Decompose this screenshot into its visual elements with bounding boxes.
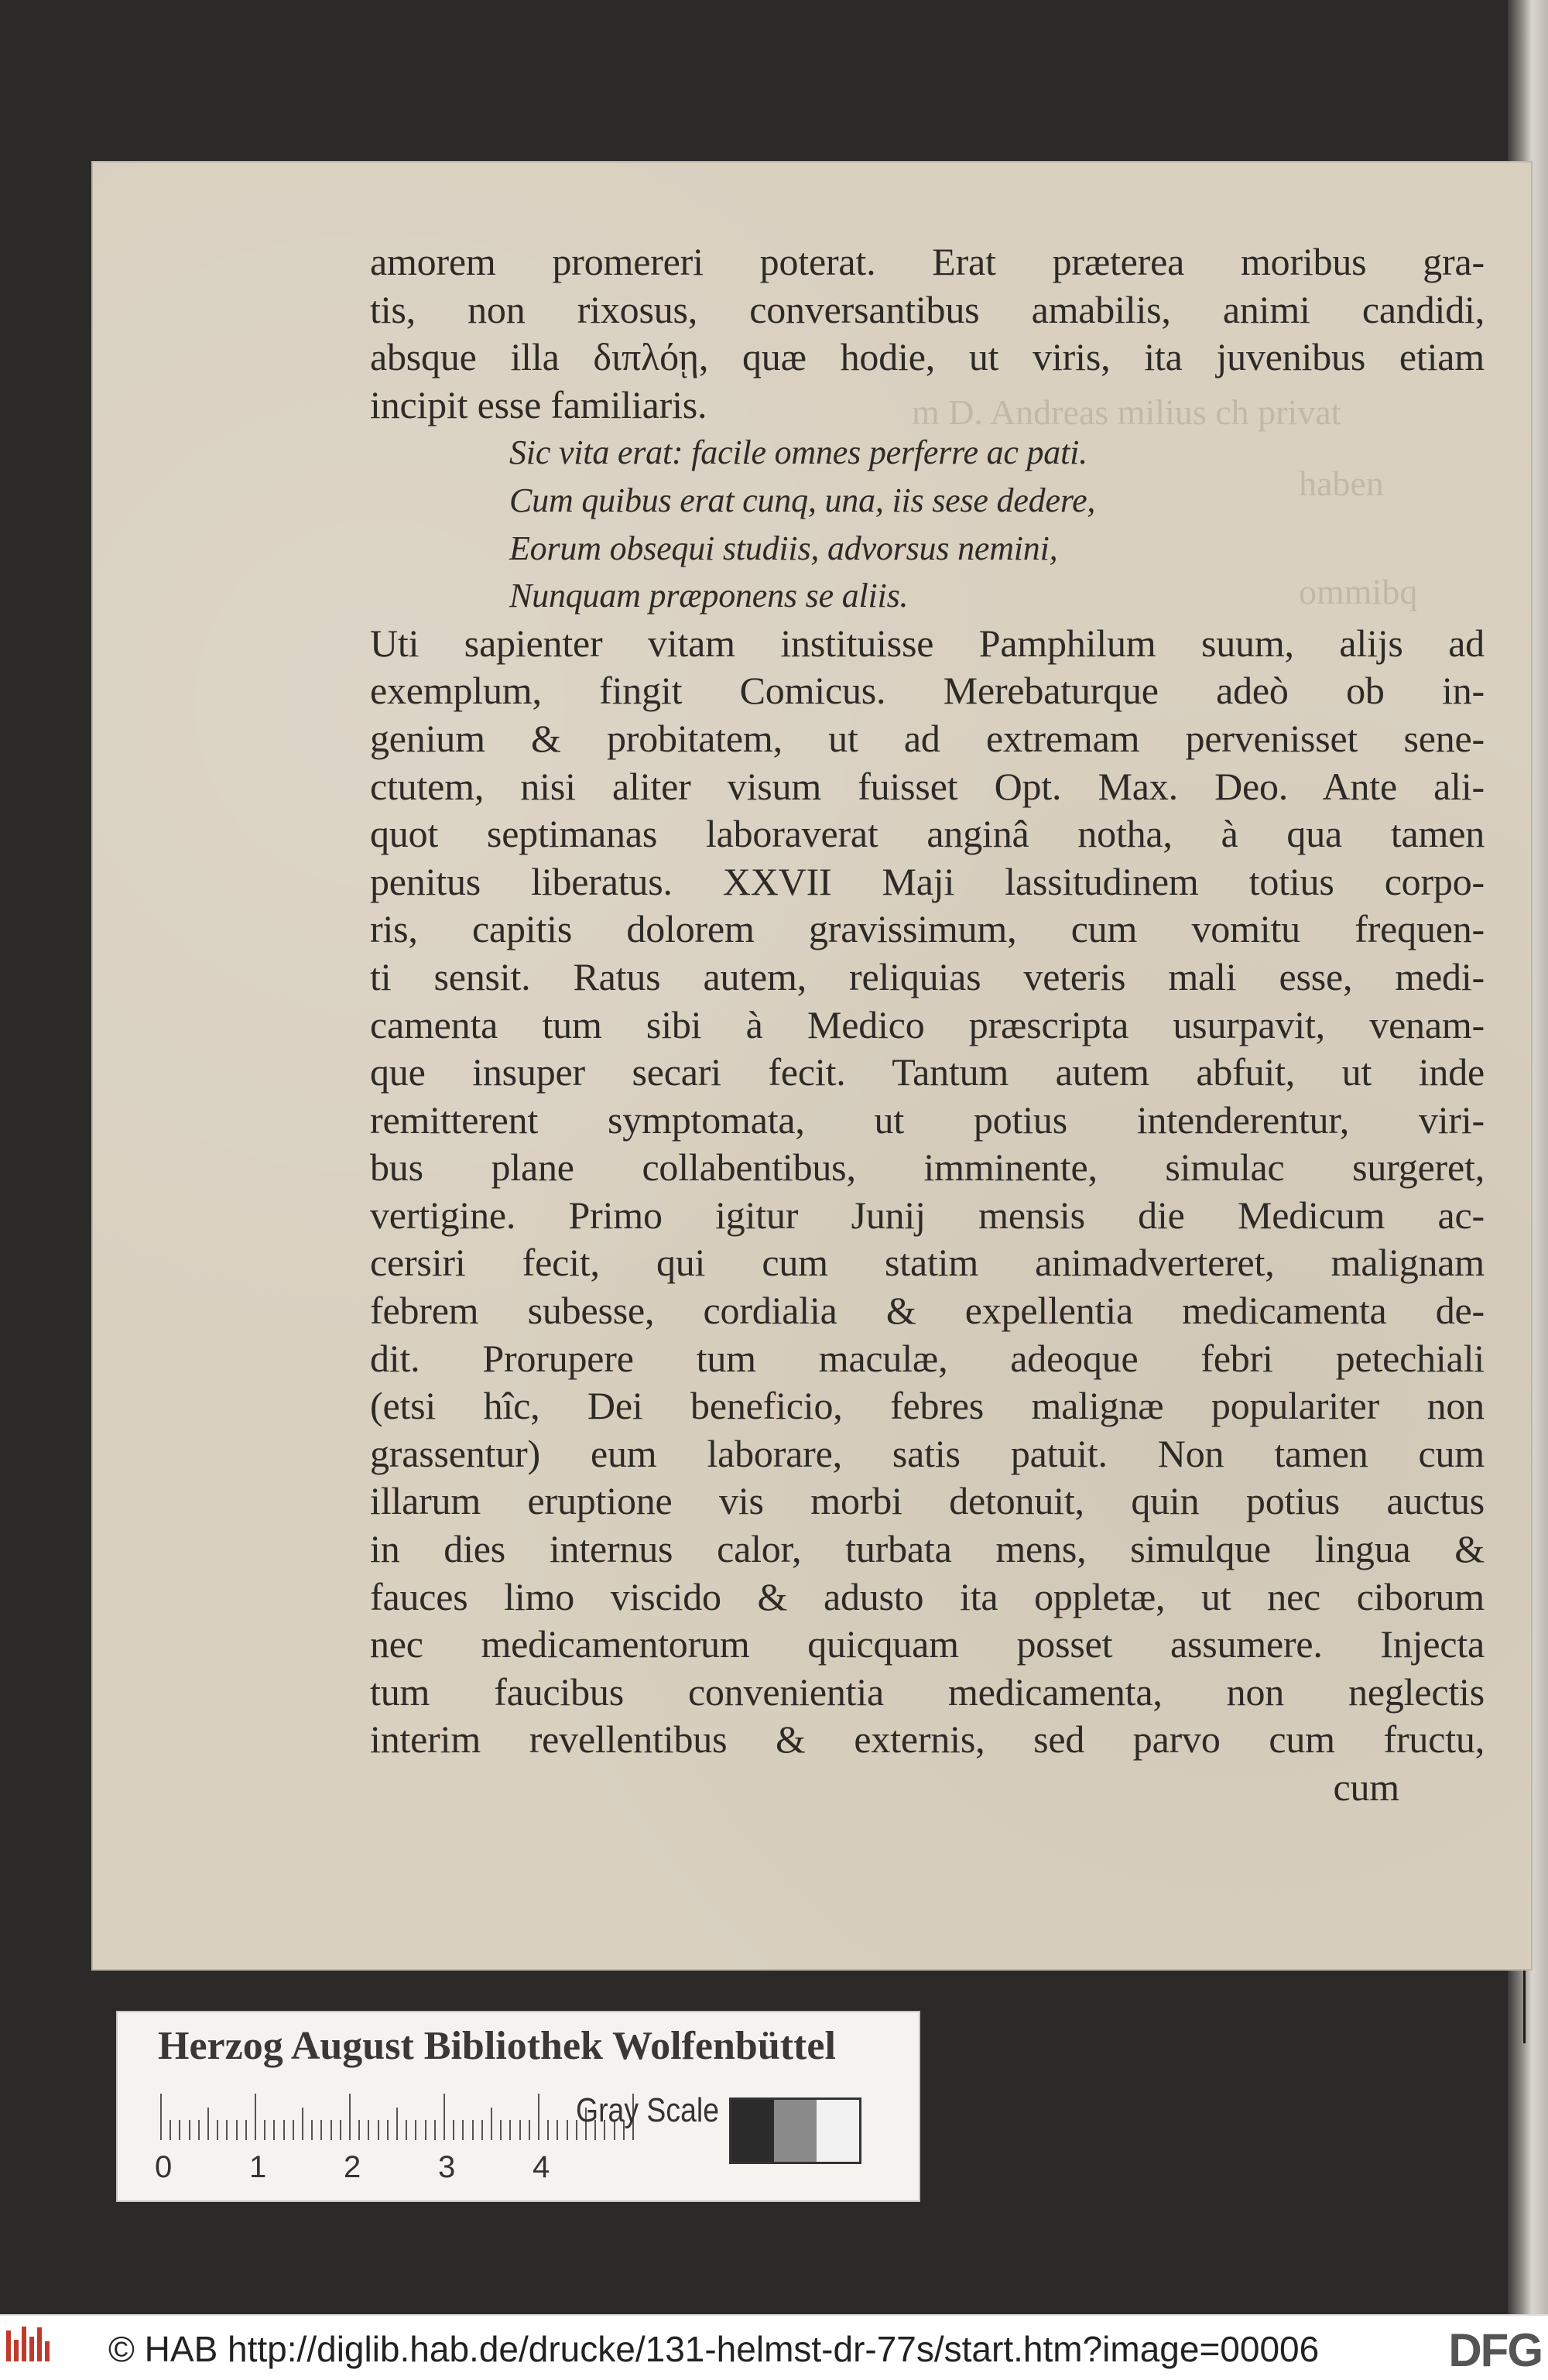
gray-swatch-light — [817, 2100, 859, 2162]
library-title: Herzog August Bibliothek Wolfenbüttel — [158, 2024, 836, 2068]
ruler-tick — [415, 2120, 416, 2140]
ruler-number: 4 — [533, 2150, 550, 2184]
library-color-card — [116, 2011, 920, 2202]
text-line: tis, non rixosus, conversantibus amabilis, animi candidi, — [370, 287, 1485, 331]
bleed-through-text: haben — [1299, 464, 1384, 503]
ruler-tick — [226, 2120, 228, 2140]
ruler-tick — [293, 2120, 294, 2140]
ruler-tick — [462, 2120, 464, 2140]
ruler-tick — [481, 2120, 483, 2140]
text-line: (etsi hîc, Dei beneficio, febres malignæ populariter non — [370, 1384, 1485, 1428]
catchword: cum — [1333, 1765, 1399, 1809]
text-line: remitterent symptomata, ut potius intenderentur, viri- — [370, 1098, 1485, 1142]
text-line: cersiri fecit, qui cum statim animadverteret, malignam — [370, 1241, 1485, 1285]
text-line: incipit esse familiaris. — [370, 382, 707, 426]
ruler-tick — [170, 2120, 171, 2140]
ruler-tick — [358, 2120, 360, 2140]
text-line: que insuper secari fecit. Tantum autem abfuit, ut inde — [370, 1050, 1485, 1094]
text-line: amorem promereri poterat. Erat præterea moribus gra- — [370, 240, 1485, 283]
ruler-tick — [160, 2094, 162, 2140]
verse-line: Nunquam præponens se aliis. — [509, 577, 909, 615]
viewer-footer — [0, 2314, 1548, 2380]
ruler-tick — [264, 2120, 265, 2140]
ruler-tick — [444, 2094, 445, 2140]
ruler-tick — [406, 2120, 407, 2140]
verse-line: Cum quibus erat cunq, una, iis sese dedere, — [509, 481, 1096, 519]
text-line: absque illa διπλόῃ, quæ hodie, ut viris, ita juvenibus etiam — [370, 335, 1485, 379]
gray-swatch-dark — [731, 2100, 774, 2162]
ruler-tick — [340, 2120, 341, 2140]
text-line: dit. Prorupere tum maculæ, adeoque febri petechiali — [370, 1336, 1485, 1380]
text-line: camenta tum sibi à Medico præscripta usurpavit, venam- — [370, 1002, 1485, 1046]
ruler-tick — [557, 2120, 558, 2140]
ruler-tick — [453, 2120, 454, 2140]
text-line: illarum eruptione vis morbi detonuit, quin potius auctus — [370, 1479, 1485, 1523]
text-line: genium & probitatem, ut ad extremam pervenisset sene- — [370, 716, 1485, 760]
ruler-tick — [519, 2120, 521, 2140]
ruler-tick — [302, 2108, 303, 2140]
ruler-tick — [330, 2120, 332, 2140]
ruler-tick — [396, 2108, 398, 2140]
ruler-tick — [547, 2120, 549, 2140]
gray-scale-swatch — [729, 2097, 861, 2164]
ruler-tick — [567, 2120, 568, 2140]
gray-scale-label: Gray Scale — [576, 2091, 719, 2129]
ruler-tick — [529, 2120, 530, 2140]
ruler-tick — [509, 2120, 511, 2140]
ruler-tick — [198, 2120, 200, 2140]
text-line: penitus liberatus. XXVII Maji lassitudinem totius corpo- — [370, 859, 1485, 903]
ruler-tick — [236, 2120, 238, 2140]
text-line: tum faucibus convenientia medicamenta, non neglectis — [370, 1669, 1485, 1714]
book-page — [91, 161, 1533, 1971]
text-line: febrem subesse, cordialia & expellentia medicamenta de- — [370, 1289, 1485, 1333]
text-line: interim revellentibus & externis, sed parvo cum fructu, — [370, 1717, 1485, 1762]
text-line: in dies internus calor, turbata mens, simulque lingua & — [370, 1527, 1485, 1571]
page-text — [370, 238, 1485, 1812]
bleed-through-text: m D. Andreas milius ch privat — [912, 392, 1341, 432]
ruler-tick — [311, 2120, 313, 2140]
text-line: grassentur) eum laborare, satis patuit. Non tamen cum — [370, 1431, 1485, 1475]
ruler-tick — [189, 2120, 190, 2140]
text-line: quot septimanas laboraverat anginâ notha, à qua tamen — [370, 812, 1485, 856]
ruler-tick — [283, 2120, 285, 2140]
ruler-tick — [472, 2120, 474, 2140]
hab-barcode-icon — [6, 2327, 60, 2369]
ruler-tick — [179, 2120, 180, 2140]
text-line: ti sensit. Ratus autem, reliquias veteris mali esse, medi- — [370, 954, 1485, 998]
gray-swatch-mid — [774, 2100, 817, 2162]
text-line: ris, capitis dolorem gravissimum, cum vomitu frequen- — [370, 907, 1485, 951]
ruler-number: 0 — [155, 2150, 173, 2184]
ruler-tick — [500, 2120, 502, 2140]
verse-line: Sic vita erat: facile omnes perferre ac pati. — [509, 433, 1087, 472]
ruler-tick — [207, 2108, 209, 2140]
bleed-through-text: ommibq — [1299, 572, 1418, 611]
text-line: Uti sapienter vitam instituisse Pamphilum suum, alijs ad — [370, 621, 1485, 665]
text-line: fauces limo viscido & adusto ita oppletæ, ut nec ciborum — [370, 1574, 1485, 1618]
ruler-tick — [425, 2120, 426, 2140]
ruler-tick — [387, 2120, 389, 2140]
ruler-numbers — [155, 2150, 697, 2189]
ruler-number: 1 — [249, 2150, 267, 2184]
ruler-tick — [434, 2120, 436, 2140]
source-url[interactable]: © HAB http://diglib.hab.de/drucke/131-helmst-dr-77s/start.htm?image=00006 — [108, 2329, 1320, 2369]
ruler-tick — [491, 2108, 492, 2140]
verse-line: Eorum obsequi studiis, advorsus nemini, — [509, 529, 1058, 567]
ruler-number: 2 — [344, 2150, 361, 2184]
dfg-logo: DFG — [1448, 2324, 1542, 2376]
text-line: vertigine. Primo igitur Junij mensis die Medicum ac- — [370, 1193, 1485, 1237]
ruler-tick — [349, 2094, 351, 2140]
ruler-tick — [538, 2094, 539, 2140]
ruler-tick — [255, 2094, 256, 2140]
ruler-tick — [320, 2120, 322, 2140]
text-line: ctutem, nisi aliter visum fuisset Opt. Max. Deo. Ante ali- — [370, 764, 1485, 808]
ruler-tick — [217, 2120, 218, 2140]
ruler-tick — [245, 2120, 247, 2140]
ruler-tick — [378, 2120, 379, 2140]
ruler-tick — [273, 2120, 275, 2140]
ruler-tick — [368, 2120, 369, 2140]
text-line: exemplum, fingit Comicus. Merebaturque adeò ob in- — [370, 669, 1485, 713]
text-line: bus plane collabentibus, imminente, simulac surgeret, — [370, 1145, 1485, 1190]
text-line: nec medicamentorum quicquam posset assumere. Injecta — [370, 1622, 1485, 1666]
ruler-number: 3 — [438, 2150, 456, 2184]
